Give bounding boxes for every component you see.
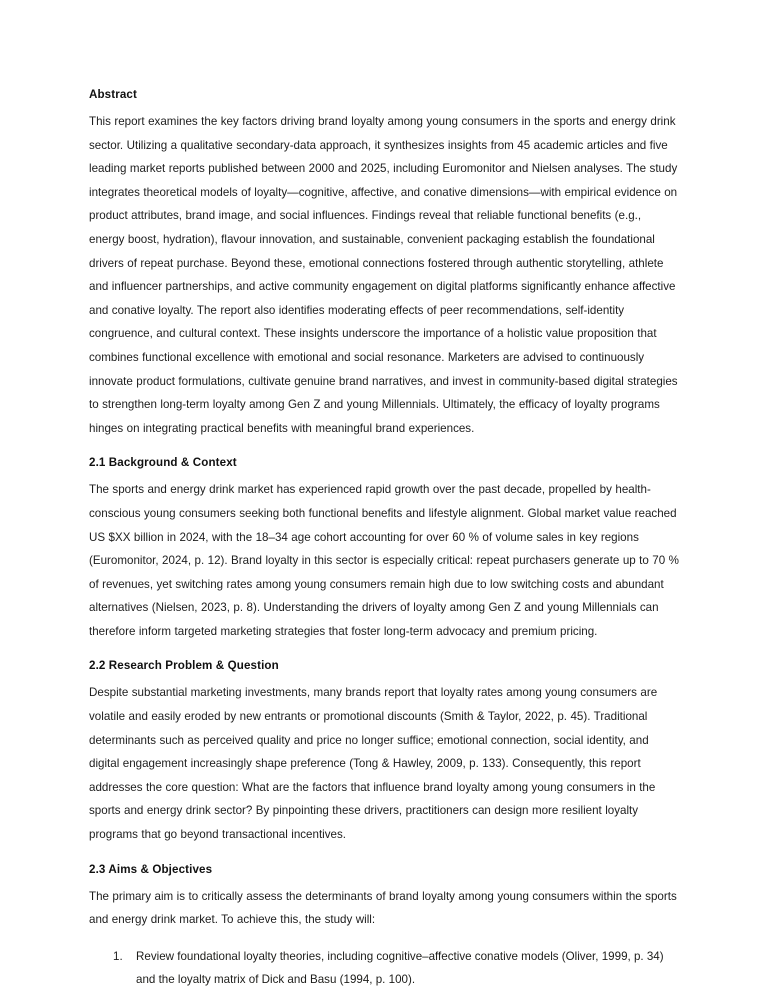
abstract-heading: Abstract bbox=[89, 88, 137, 101]
document-body bbox=[89, 85, 679, 994]
section-2-2-heading: 2.2 Research Problem & Question bbox=[89, 659, 279, 673]
list-item-text: Review foundational loyalty theories, including cognitive–affective conative models (Oliver, 1999, p. 34) and the loyalty matrix of Dick and Basu (1994, p. 100). bbox=[136, 949, 664, 987]
aims-objectives-list bbox=[89, 945, 679, 992]
section-2-3-heading: 2.3 Aims & Objectives bbox=[89, 862, 213, 876]
section-2-1-heading: 2.1 Background & Context bbox=[89, 456, 237, 470]
abstract-paragraph: This report examines the key factors driving brand loyalty among young consumers in the sports and energy drink sector. Utilizing a qualitative secondary-data approach, it synthesizes insights from 45 academic articles and five leading market reports published between 2000 and 2025, including Euromonitor and Nielsen analyses. The study integrates theoretical models of loyalty—cognitive, affective, and conative dimensions—with empirical evidence on product attributes, brand image, and social influences. Findings reveal that reliable functional benefits (e.g., energy boost, hydration), flavour innovation, and sustainable, convenient packaging establish the foundational drivers of repeat purchase. Beyond these, emotional connections fostered through authentic storytelling, athlete and influencer partnerships, and active community engagement on digital platforms significantly enhance affective and conative loyalty. The report also identifies moderating effects of peer recommendations, self-identity congruence, and cultural context. These insights underscore the importance of a holistic value proposition that combines functional excellence with emotional and social resonance. Marketers are advised to continuously innovate product formulations, cultivate genuine brand narratives, and invest in community-based digital strategies to strengthen long-term loyalty among Gen Z and young Millennials. Ultimately, the efficacy of loyalty programs hinges on integrating practical benefits with meaningful brand experiences. bbox=[89, 115, 678, 435]
section-2-3-paragraph: The primary aim is to critically assess the determinants of brand loyalty among young consumers within the sports and energy drink market. To achieve this, the study will: bbox=[89, 889, 677, 927]
section-2-2-paragraph: Despite substantial marketing investments, many brands report that loyalty rates among young consumers are volatile and easily eroded by new entrants or promotional discounts (Smith & Taylor, 2022, p. 45). Traditional determinants such as perceived quality and price no longer suffice; emotional connection, social identity, and digital engagement increasingly shape preference (Tong & Hawley, 2009, p. 133). Consequently, this report addresses the core question: What are the factors that influence brand loyalty among young consumers in the sports and energy drink sector? By pinpointing these drivers, practitioners can design more resilient loyalty programs that go beyond transactional incentives. bbox=[89, 686, 658, 842]
list-item-marker: 1. bbox=[113, 949, 123, 963]
list-item bbox=[89, 945, 679, 992]
section-2-1-paragraph: The sports and energy drink market has experienced rapid growth over the past decade, propelled by health-conscious young consumers seeking both functional benefits and lifestyle alignment. Global market value reached US $XX billion in 2024, with the 18–34 age cohort accounting for over 60 % of volume sales in key regions (Euromonitor, 2024, p. 12). Brand loyalty in this sector is especially critical: repeat purchasers generate up to 70 % of revenues, yet switching rates among young consumers remain high due to low switching costs and abundant alternatives (Nielsen, 2023, p. 8). Understanding the drivers of loyalty among Gen Z and young Millennials can therefore inform targeted marketing strategies that foster long-term advocacy and premium pricing. bbox=[89, 483, 679, 638]
